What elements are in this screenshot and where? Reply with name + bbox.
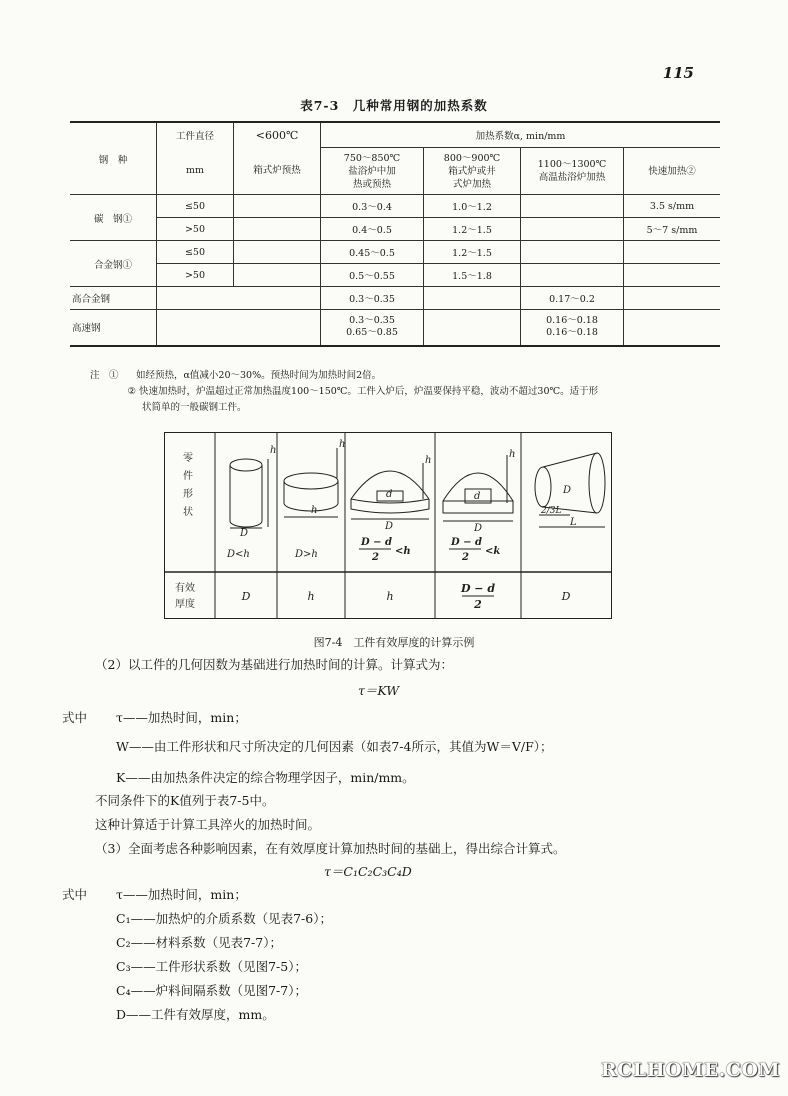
cell-c1: 0.3～0.35 0.65～0.85 [321, 310, 424, 346]
cell-c2 [424, 287, 521, 310]
cell-dia: ≤50 [157, 195, 234, 218]
cond-2: D>h [295, 549, 318, 560]
cell-c3 [521, 195, 624, 218]
cell-dia: ≤50 [157, 241, 234, 264]
svg-text:D − d: D − d [460, 582, 496, 595]
cell-c4 [624, 241, 721, 264]
svg-text:2: 2 [462, 552, 469, 563]
cell-dia: >50 [157, 218, 234, 241]
cell-c1: 0.3～0.35 [321, 287, 424, 310]
table-note-3: 状简单的一般碳钢工件。 [142, 402, 247, 413]
sentence-1: 不同条件下的K值列于表7-5中。 [95, 793, 275, 808]
cell-c3 [521, 264, 624, 287]
cell-c2: 1.2～1.5 [424, 241, 521, 264]
cell-c1: 0.4～0.5 [321, 218, 424, 241]
label-D: D [474, 523, 483, 534]
cond-3-num: D − d [361, 537, 393, 548]
def-C3: C₃——工件形状系数（见图7-5）； [116, 959, 307, 974]
def-C2: C₂——材料系数（见表7-7）； [116, 935, 282, 950]
header-diameter-unit: mm [157, 148, 234, 195]
sentence-2: 这种计算适于计算工具淬火的加热时间。 [95, 817, 321, 832]
cond-1: D<h [227, 549, 250, 560]
cell-c1: 0.45～0.5 [321, 241, 424, 264]
header-steel: 钢 种 [70, 122, 157, 195]
table-row [70, 264, 720, 287]
cell-c3: 0.16～0.18 0.16～0.18 [521, 310, 624, 346]
cell-c3: 0.17～0.2 [521, 287, 624, 310]
cell-c1: 0.5～0.55 [321, 264, 424, 287]
table-row [70, 218, 720, 241]
header-c2: 800～900℃ 箱式炉或井 式炉加热 [424, 148, 521, 195]
page-number: 115 [662, 64, 694, 82]
table-note-1: 注 ① 如经预热，α值减小20～30%。预热时间为加热时间2倍。 [90, 370, 382, 381]
label-h: h [509, 449, 516, 460]
heating-coefficient-table [70, 121, 720, 347]
cell-steel: 高速钢 [70, 310, 157, 346]
shape-dome-hub [443, 455, 513, 521]
table-title: 表7-3 几种常用钢的加热系数 [300, 98, 488, 113]
label-h: h [270, 445, 277, 456]
where-2: 式中 [62, 887, 88, 902]
header-diameter: 工件直径 [157, 122, 234, 148]
figure-drawing [165, 433, 611, 618]
cell-c4 [624, 287, 721, 310]
table-row [70, 310, 720, 346]
svg-text:D − d: D − d [451, 537, 483, 548]
equation-1: τ＝KW [358, 683, 400, 698]
def-tau-2: τ——加热时间，min； [116, 887, 247, 902]
table-row [70, 195, 720, 218]
cell-dia [157, 310, 321, 346]
label-d: d [386, 489, 393, 500]
cell-c4: 3.5 s/mm [624, 195, 721, 218]
cell-steel: 合金钢① [70, 241, 157, 287]
def-tau-1: τ——加热时间，min； [116, 710, 247, 725]
cell-c4 [624, 310, 721, 346]
cell-c2: 1.2～1.5 [424, 218, 521, 241]
label-h: h [425, 455, 432, 466]
figure-7-4 [164, 432, 612, 619]
cell-c2: 1.5～1.8 [424, 264, 521, 287]
cell-dia: >50 [157, 264, 234, 287]
svg-text:状: 状 [183, 507, 193, 518]
watermark: RCLHOME.COM [600, 1059, 780, 1081]
para-3: （3）全面考虑各种影响因素，在有效厚度计算加热时间的基础上，得出综合计算式。 [95, 841, 566, 856]
eff-3: h [386, 590, 394, 603]
where-1: 式中 [62, 710, 88, 725]
cell-c1: 0.3～0.4 [321, 195, 424, 218]
shape-tall-cylinder [230, 459, 268, 528]
cell-steel: 高合金钢 [70, 287, 157, 310]
header-coef: 加热系数α, min/mm [321, 122, 721, 148]
svg-text:<h: <h [395, 546, 411, 557]
cell-dia [157, 287, 321, 310]
def-D: D——工件有效厚度，mm。 [116, 1007, 275, 1022]
label-2-3L: 2/3L [541, 506, 562, 516]
table-row [70, 287, 720, 310]
cell-c4 [624, 264, 721, 287]
header-lt600-sub: 箱式炉预热 [234, 148, 321, 195]
cell-steel: 碳 钢① [70, 195, 157, 241]
label-D: D [563, 485, 572, 496]
label-D: D [385, 521, 394, 532]
label-d: d [474, 491, 481, 502]
svg-text:零: 零 [183, 453, 193, 464]
header-c1: 750～850℃ 盐浴炉中加 热或预热 [321, 148, 424, 195]
cell-c4: 5～7 s/mm [624, 218, 721, 241]
def-C4: C₄——炉料间隔系数（见图7-7）； [116, 983, 307, 998]
def-C1: C₁——加热炉的介质系数（见表7-6）； [116, 911, 332, 926]
svg-text:形: 形 [183, 489, 193, 500]
cell-c3 [521, 218, 624, 241]
table-note-2: ② 快速加热时，炉温超过正常加热温度100～150℃。工件入炉后，炉温要保持平稳，波动不超过30℃。适于形 [127, 386, 599, 397]
eff-2: h [307, 590, 315, 603]
para-2: （2）以工件的几何因数为基础进行加热时间的计算。计算式为： [95, 657, 453, 672]
label-h: h [339, 439, 346, 450]
svg-text:2: 2 [372, 552, 379, 563]
header-c4: 快速加热② [624, 148, 721, 195]
svg-text:2: 2 [474, 598, 482, 611]
equation-2: τ＝C₁C₂C₃C₄D [324, 864, 412, 879]
table-row [70, 241, 720, 264]
svg-text:<k: <k [485, 546, 501, 557]
def-K: K——由加热条件决定的综合物理学因子，min/mm。 [116, 770, 415, 785]
eff-5: D [561, 590, 571, 603]
cell-c2: 1.0～1.2 [424, 195, 521, 218]
header-lt600: <600℃ [234, 122, 321, 148]
header-c3: 1100～1300℃ 高温盐浴炉加热 [521, 148, 624, 195]
cell-c2 [424, 310, 521, 346]
row2-label-b: 厚度 [175, 599, 195, 610]
def-W: W——由工件形状和尺寸所决定的几何因素（如表7-4所示，其值为W＝V/F）； [116, 739, 553, 754]
label-L: L [570, 517, 577, 528]
eff-1: D [241, 590, 251, 603]
label-D: D [240, 528, 249, 539]
figure-caption: 图7-4 工件有效厚度的计算示例 [313, 636, 475, 649]
cell-c3 [521, 241, 624, 264]
label-h: h [311, 505, 318, 516]
row2-label-a: 有效 [175, 583, 195, 594]
svg-text:件: 件 [183, 471, 193, 482]
